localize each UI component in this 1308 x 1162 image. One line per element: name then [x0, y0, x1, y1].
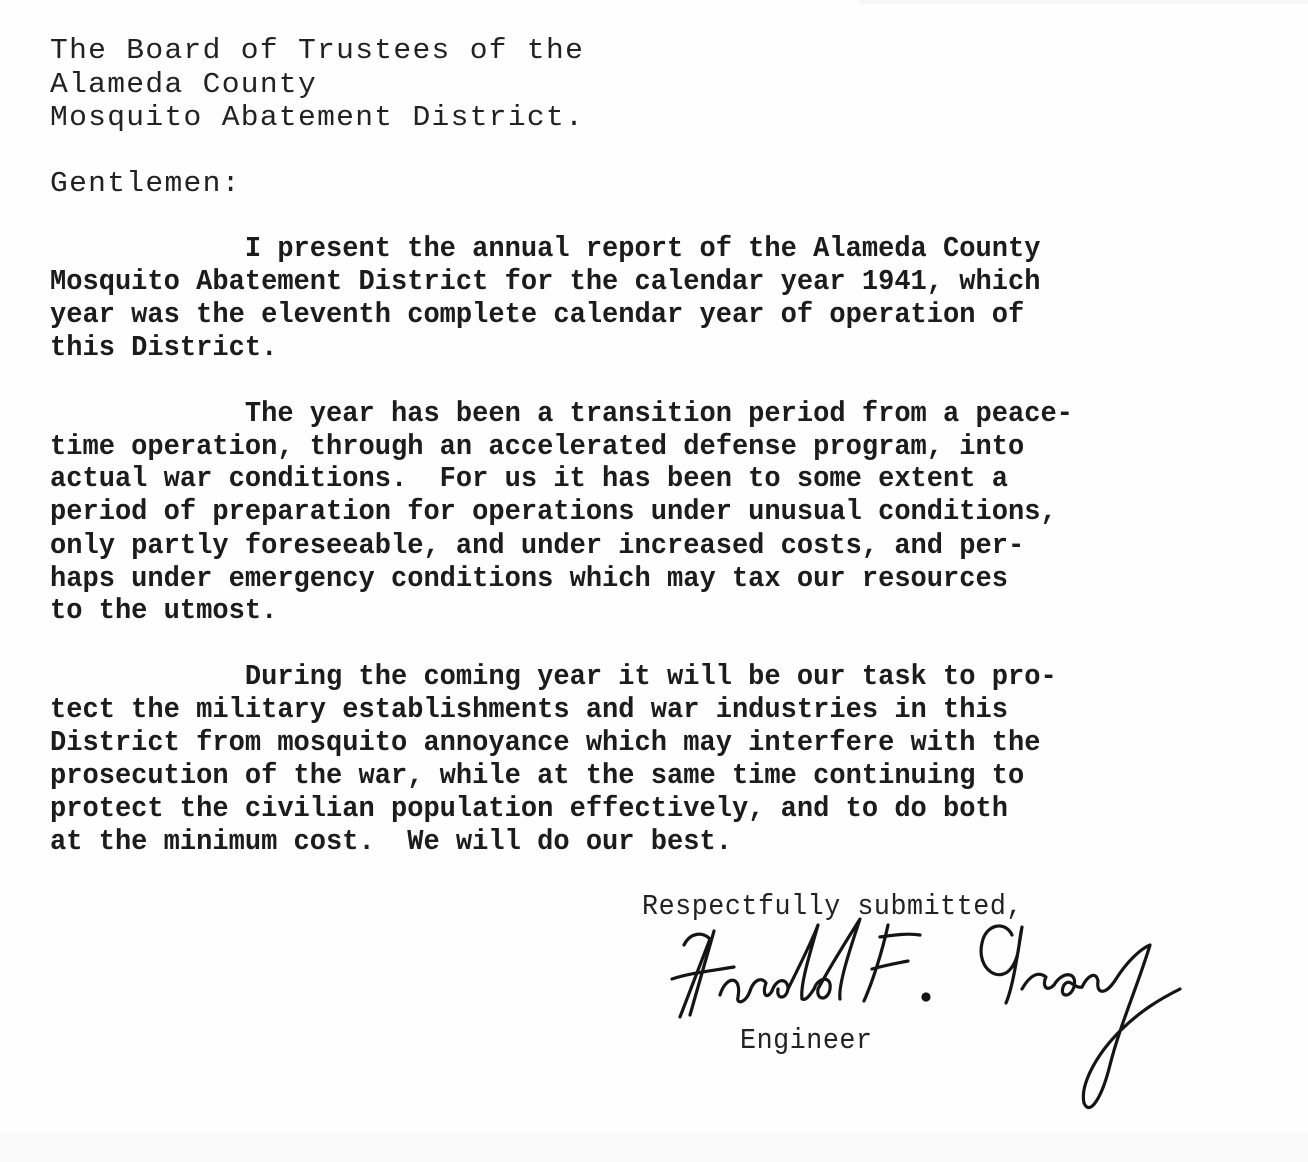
paragraph-2-line-3: actual war conditions. For us it has been to some extent a [50, 462, 1008, 495]
paragraph-1-line-1: I present the annual report of the Alameda County [50, 232, 1041, 265]
signatory-title: Engineer [740, 1024, 873, 1057]
paragraph-3-line-3: District from mosquito annoyance which may interfere with the [50, 726, 1041, 759]
paragraph-2-line-5: only partly foreseeable, and under increased costs, and per- [50, 529, 1025, 562]
page-edge-top [860, 0, 1308, 4]
address-line-3: Mosquito Abatement District. [50, 101, 585, 134]
handwritten-signature [650, 905, 1230, 1125]
paragraph-2-line-6: haps under emergency conditions which may tax our resources [50, 562, 1008, 595]
salutation: Gentlemen: [50, 167, 241, 200]
paragraph-3-line-2: tect the military establishments and war industries in this [50, 693, 1008, 726]
paragraph-2-line-1: The year has been a transition period from a peace- [50, 397, 1073, 430]
paragraph-1-line-2: Mosquito Abatement District for the calendar year 1941, which [50, 265, 1041, 298]
paragraph-2-line-2: time operation, through an accelerated defense program, into [50, 430, 1025, 463]
paragraph-1-line-3: year was the eleventh complete calendar year of operation of [50, 298, 1025, 331]
address-line-2: Alameda County [50, 68, 318, 101]
address-line-1: The Board of Trustees of the [50, 34, 585, 67]
paragraph-1-line-4: this District. [50, 331, 278, 364]
paragraph-3-line-5: protect the civilian population effectively, and to do both [50, 792, 1008, 825]
paragraph-2-line-7: to the utmost. [50, 594, 278, 627]
page-edge-bottom [0, 1132, 1308, 1162]
paragraph-3-line-1: During the coming year it will be our task to pro- [50, 660, 1057, 693]
paragraph-3-line-6: at the minimum cost. We will do our best. [50, 825, 732, 858]
closing-line: Respectfully submitted, [642, 890, 1023, 923]
paragraph-2-line-4: period of preparation for operations under unusual conditions, [50, 495, 1057, 528]
paragraph-3-line-4: prosecution of the war, while at the same time continuing to [50, 759, 1025, 792]
